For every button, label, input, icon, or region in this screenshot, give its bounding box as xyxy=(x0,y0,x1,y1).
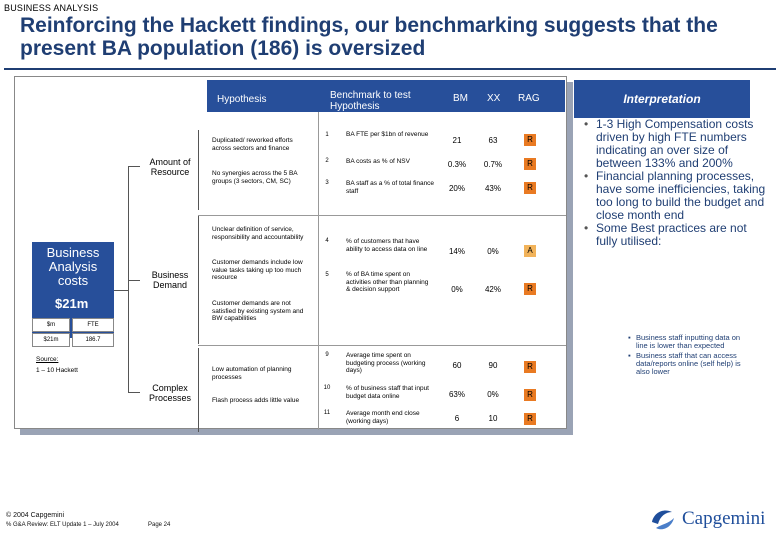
rag-status: R xyxy=(524,134,536,146)
row-number: 10 xyxy=(323,385,331,391)
col-benchmark: Benchmark to test Hypothesis xyxy=(330,90,411,112)
benchmark-text: BA FTE per $1bn of revenue xyxy=(346,131,429,138)
interpretation-bullet: • Financial planning processes, have some inefficiencies, taking too long to build the budget and close month end xyxy=(584,170,766,222)
rag-status: R xyxy=(524,413,536,425)
xx-value: 90 xyxy=(488,361,498,370)
tree-line xyxy=(128,166,140,167)
xx-value: 42% xyxy=(484,285,501,294)
col-hypothesis: Hypothesis xyxy=(217,94,267,105)
interpretation-title: Interpretation xyxy=(574,80,750,118)
xx-value: 0.7% xyxy=(483,160,503,169)
cost-table-header-m: $m xyxy=(32,318,70,332)
row-number: 3 xyxy=(325,180,329,186)
cost-table-header-fte: FTE xyxy=(72,318,114,332)
interpretation-sub-bullet xyxy=(628,352,752,376)
row-number: 9 xyxy=(325,352,329,358)
group-bracket xyxy=(198,216,199,344)
row-number: 11 xyxy=(323,410,331,416)
benchmark-text: Average time spent on budgeting process (working days) xyxy=(346,352,426,374)
interpretation-bullet: • Some Best practices are not fully utilised: xyxy=(584,222,766,248)
rag-status: A xyxy=(524,245,536,257)
bm-value: 14% xyxy=(448,247,465,256)
bm-value: 21 xyxy=(452,136,462,145)
bm-value: 6 xyxy=(454,414,460,423)
sub-bullet-text: Business staff inputting data on line is lower than expected xyxy=(636,333,741,350)
rag-status: R xyxy=(524,158,536,170)
hypothesis-text: Customer demands are not satisfied by existing system and BW capabilities xyxy=(212,300,304,322)
interpretation-sub-bullet xyxy=(628,334,752,350)
benchmark-text: % of BA time spent on activities other than planning & decision support xyxy=(346,271,429,293)
source-label: Source: xyxy=(36,356,59,363)
xx-value: 43% xyxy=(484,184,501,193)
business-analysis-amount: $21m xyxy=(55,296,89,311)
tree-line xyxy=(128,280,140,281)
tree-line xyxy=(128,166,129,392)
cost-table-value-fte: 186.7 xyxy=(72,333,114,347)
interpretation-bullet: • 1-3 High Compensation costs driven by high FTE numbers indicating an over size of between 133% and 200% xyxy=(584,118,766,170)
rag-status: R xyxy=(524,182,536,194)
capgemini-logo-text: Capgemini xyxy=(682,508,766,529)
xx-value: 10 xyxy=(488,414,498,423)
business-analysis-title: Business Analysis costs xyxy=(46,245,100,288)
tree-line xyxy=(128,392,140,393)
benchmark-text: BA staff as a % of total finance staff xyxy=(346,180,435,195)
bm-value: 20% xyxy=(448,184,465,193)
hypothesis-text: Customer demands include low value tasks taking up too much resource xyxy=(212,259,303,281)
benchmark-text: % of customers that have ability to access data on line xyxy=(346,238,428,253)
rag-status: R xyxy=(524,361,536,373)
group-business-demand: Business Demand xyxy=(151,270,189,290)
cost-table-value-m: $21m xyxy=(32,333,70,347)
hypothesis-text: Unclear definition of service, responsibility and accountability xyxy=(212,226,304,241)
title-rule xyxy=(4,68,776,70)
source-text: 1 – 10 Hackett xyxy=(36,367,78,374)
benchmark-text: % of business staff that input budget data online xyxy=(346,385,429,400)
footer-page: Page 24 xyxy=(148,522,171,528)
xx-value: 0% xyxy=(487,390,499,399)
hypothesis-text: Duplicated/ reworked efforts across sectors and finance xyxy=(212,137,293,152)
section-divider xyxy=(198,215,566,216)
footer-copyright: © 2004 Capgemini xyxy=(6,512,65,519)
col-rag: RAG xyxy=(518,93,540,104)
benchmark-text: BA costs as % of NSV xyxy=(346,158,410,165)
bm-value: 63% xyxy=(448,390,465,399)
bm-value: 0.3% xyxy=(447,160,467,169)
col-bm: BM xyxy=(453,93,468,104)
hypothesis-text: Low automation of planning processes xyxy=(212,366,292,381)
xx-value: 63 xyxy=(488,136,498,145)
benchmark-text: Average month end close (working days) xyxy=(346,410,420,425)
hypothesis-text: No synergies across the 5 BA groups (3 sectors, CM, SC) xyxy=(212,170,298,185)
bm-value: 0% xyxy=(451,285,463,294)
tree-line xyxy=(114,290,128,291)
rag-status: R xyxy=(524,389,536,401)
xx-value: 0% xyxy=(487,247,499,256)
section-divider xyxy=(198,345,566,346)
interpretation-body xyxy=(574,118,766,248)
group-complex-processes: Complex Processes xyxy=(148,383,192,403)
row-number: 2 xyxy=(325,158,329,164)
interpretation-sub-list xyxy=(628,334,752,376)
bm-value: 60 xyxy=(452,361,462,370)
group-bracket xyxy=(198,348,199,432)
bullet-dot-icon: ▪ xyxy=(628,351,631,360)
row-number: 5 xyxy=(325,272,329,278)
capgemini-logo-icon xyxy=(648,504,678,534)
rag-status: R xyxy=(524,283,536,295)
page-title: Reinforcing the Hackett findings, our benchmarking suggests that the present BA population (186) is oversized xyxy=(20,14,718,60)
column-divider xyxy=(318,112,319,430)
row-number: 4 xyxy=(325,238,329,244)
hypothesis-text: Flash process adds little value xyxy=(212,397,300,404)
bullet-dot-icon: ▪ xyxy=(628,333,631,342)
section-label: BUSINESS ANALYSIS xyxy=(4,3,99,13)
sub-bullet-text: Business staff that can access data/reports online (self help) is also lower xyxy=(636,351,741,376)
group-bracket xyxy=(198,130,199,210)
footer-doc: % G&A Review: ELT Update 1 – July 2004 xyxy=(6,522,119,528)
col-xx: XX xyxy=(487,93,501,104)
row-number: 1 xyxy=(325,132,329,138)
group-amount-of-resource: Amount of Resource xyxy=(149,157,191,177)
